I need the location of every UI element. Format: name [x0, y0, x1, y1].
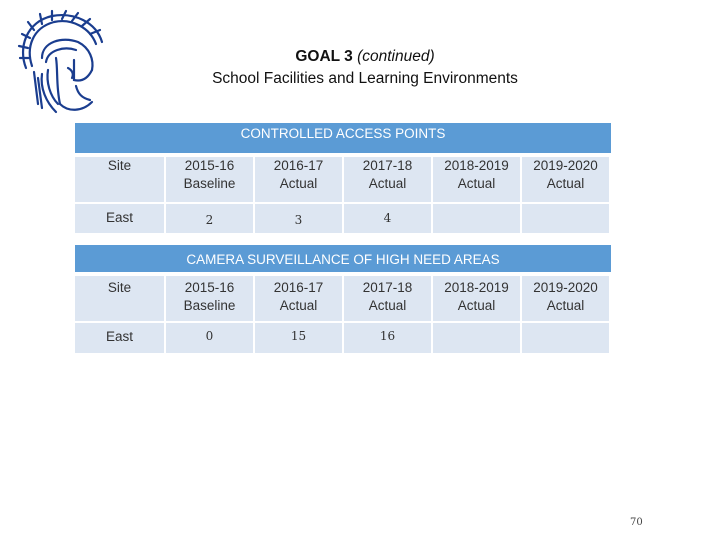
column-header: 2015-16 Baseline [166, 157, 253, 202]
page-number: 70 [630, 517, 643, 528]
goal-label: GOAL 3 [295, 48, 353, 65]
value-cell: 16 [344, 323, 431, 353]
column-header: Site [75, 157, 164, 202]
table-header: CAMERA SURVEILLANCE OF HIGH NEED AREAS [75, 245, 611, 272]
column-header: Site [75, 276, 164, 321]
column-header: 2015-16 Baseline [166, 276, 253, 321]
column-header: 2016-17 Actual [255, 276, 342, 321]
table-row [75, 323, 611, 353]
site-cell: East [75, 204, 164, 233]
value-cell [433, 204, 520, 233]
table-header-row [75, 276, 611, 321]
table-header: CONTROLLED ACCESS POINTS [75, 123, 611, 153]
column-header: 2017-18 Actual [344, 276, 431, 321]
value-cell: 0 [166, 323, 253, 353]
table-row [75, 204, 611, 233]
site-cell: East [75, 323, 164, 353]
column-header: 2019-2020 Actual [522, 276, 609, 321]
page-subtitle: School Facilities and Learning Environments [212, 70, 518, 87]
column-header: 2018-2019 Actual [433, 157, 520, 202]
value-cell: 15 [255, 323, 342, 353]
value-cell [522, 323, 609, 353]
spartan-helmet-logo [12, 8, 108, 120]
value-cell [522, 204, 609, 233]
controlled-access-table [75, 123, 611, 235]
column-header: 2019-2020 Actual [522, 157, 609, 202]
page-title [150, 46, 580, 90]
value-cell: 3 [255, 204, 342, 233]
column-header: 2018-2019 Actual [433, 276, 520, 321]
column-header: 2017-18 Actual [344, 157, 431, 202]
value-cell: 4 [344, 204, 431, 233]
continued-label: (continued) [357, 48, 435, 65]
table-header-row [75, 157, 611, 202]
value-cell: 2 [166, 204, 253, 233]
spartan-helmet-icon [12, 8, 108, 120]
column-header: 2016-17 Actual [255, 157, 342, 202]
camera-surveillance-table [75, 245, 611, 355]
value-cell [433, 323, 520, 353]
